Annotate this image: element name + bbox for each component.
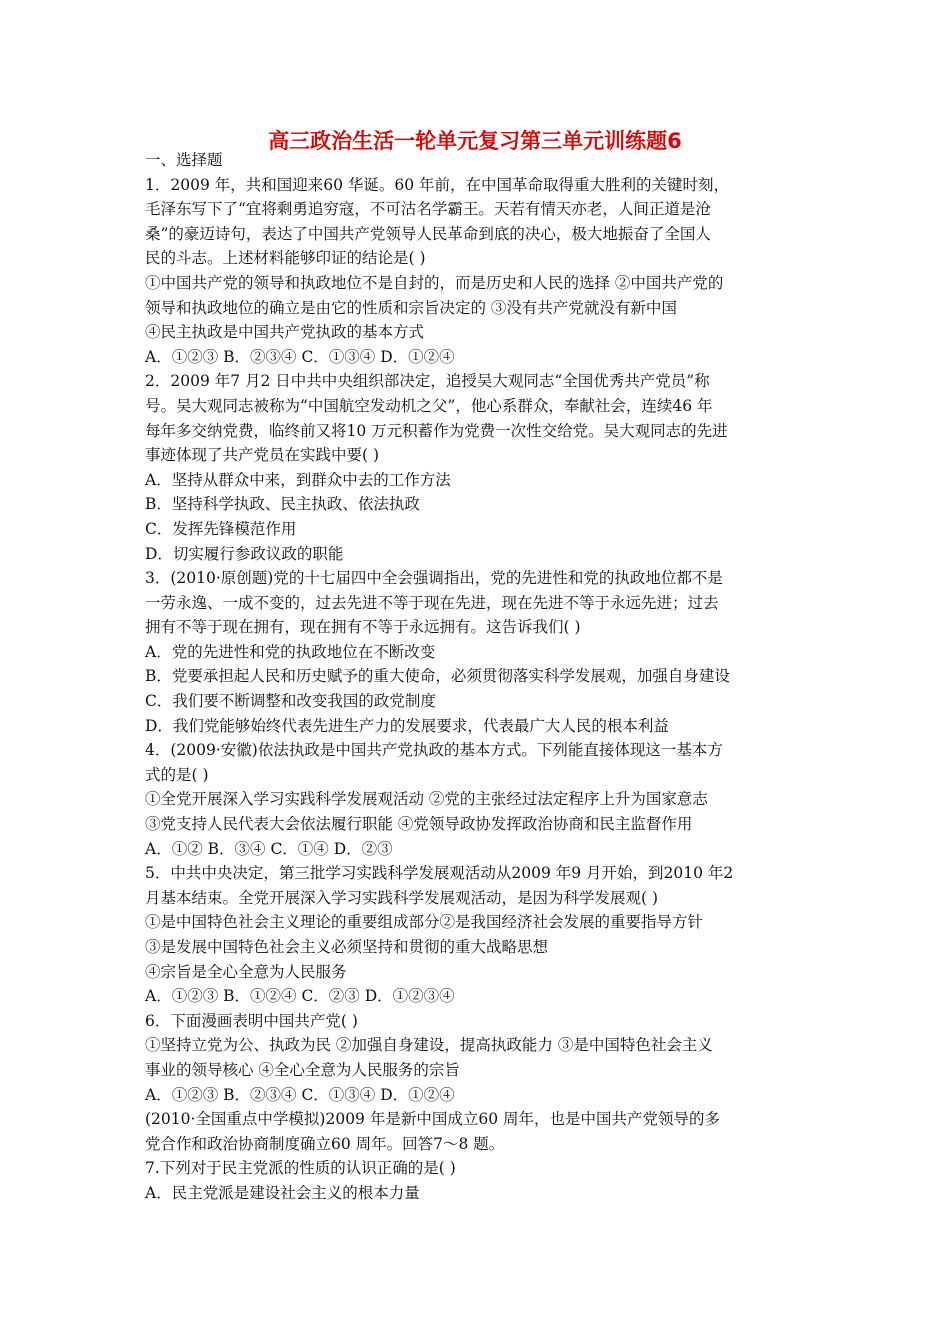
text-line: 毛泽东写下了“宜将剩勇追穷寇，不可沽名学霸王。天若有情天亦老，人间正道是沧 (145, 200, 711, 219)
document-body (145, 148, 815, 1206)
text-line: C．发挥先锋模范作用 (145, 519, 297, 538)
text-line: 7.下列对于民主党派的性质的认识正确的是( ) (145, 1159, 456, 1178)
text-line: 2．2009 年7 月2 日中共中央组织部决定，追授吴大观同志“全国优秀共产党员”称 (145, 372, 710, 391)
text-line: ①全党开展深入学习实践科学发展观活动 ②党的主张经过法定程序上升为国家意志 (145, 790, 708, 809)
text-line: 3．(2010·原创题)党的十七届四中全会强调指出，党的先进性和党的执政地位都不是 (145, 569, 723, 588)
text-line: C．我们要不断调整和改变我国的政党制度 (145, 692, 436, 711)
text-line: 民的斗志。上述材料能够印证的结论是( ) (145, 249, 426, 268)
text-line: ③是发展中国特色社会主义必须坚持和贯彻的重大战略思想 (145, 938, 549, 956)
text-line: 一劳永逸、一成不变的，过去先进不等于现在先进，现在先进不等于永远先进；过去 (145, 593, 719, 612)
text-line: 一、选择题 (145, 151, 223, 169)
text-line: A．①②③ B．①②④ C．②③ D．①②③④ (145, 987, 455, 1006)
text-line: 每年多交纳党费，临终前又将10 万元积蓄作为党费一次性交给党。吴大观同志的先进 (145, 421, 728, 440)
text-line: 式的是( ) (145, 765, 209, 784)
text-line: 党合作和政治协商制度确立60 周年。回答7～8 题。 (145, 1134, 505, 1153)
text-line: ①是中国特色社会主义理论的重要组成部分②是我国经济社会发展的重要指导方针 (145, 913, 704, 932)
text-line: ④民主执政是中国共产党执政的基本方式 (145, 323, 425, 342)
text-line: A．①②③ B．②③④ C．①③④ D．①②④ (145, 1085, 455, 1104)
text-line: B．坚持科学执政、民主执政、依法执政 (145, 495, 420, 514)
text-line: 拥有不等于现在拥有，现在拥有不等于永远拥有。这告诉我们( ) (145, 618, 581, 637)
text-line: 6．下面漫画表明中国共产党( ) (145, 1011, 358, 1030)
text-line: ④宗旨是全心全意为人民服务 (145, 962, 347, 981)
text-line: B．党要承担起人民和历史赋予的重大使命，必须贯彻落实科学发展观，加强自身建设 (145, 667, 730, 686)
text-line: 桑”的豪迈诗句，表达了中国共产党领导人民革命到底的决心，极大地振奋了全国人 (145, 224, 711, 243)
text-line: ①坚持立党为公、执政为民 ②加强自身建设，提高执政能力 ③是中国特色社会主义 (145, 1036, 713, 1055)
text-line: D．我们党能够始终代表先进生产力的发展要求，代表最广大人民的根本利益 (145, 716, 669, 735)
text-line: (2010·全国重点中学模拟)2009 年是新中国成立60 周年，也是中国共产党领导的多 (145, 1110, 720, 1129)
text-line: 领导和执政地位的确立是由它的性质和宗旨决定的 ③没有共产党就没有新中国 (145, 298, 677, 317)
text-line: ①中国共产党的领导和执政地位不是自封的，而是历史和人民的选择 ②中国共产党的 (145, 273, 724, 292)
document-title: 高三政治生活一轮单元复习第三单元训练题6 (268, 129, 682, 153)
text-line: 事迹体现了共产党员在实践中要( ) (145, 446, 380, 465)
text-line: 1．2009 年，共和国迎来60 华诞。60 年前，在中国革命取得重大胜利的关键时刻， (145, 175, 730, 194)
text-line: 号。吴大观同志被称为“中国航空发动机之父”，他心系群众，奉献社会，连续46 年 (145, 396, 713, 415)
text-line: 5．中共中央决定，第三批学习实践科学发展观活动从2009 年9 月开始，到2010 年2 (145, 864, 734, 883)
text-line: A．①②③ B．②③④ C．①③④ D．①②④ (145, 347, 455, 366)
text-line: 4．(2009·安徽)依法执政是中国共产党执政的基本方式。下列能直接体现这一基本方 (145, 741, 723, 760)
text-line: 事业的领导核心 ④全心全意为人民服务的宗旨 (145, 1060, 460, 1079)
text-line: 月基本结束。全党开展深入学习实践科学发展观活动，是因为科学发展观( ) (145, 888, 659, 907)
text-line: A．党的先进性和党的执政地位在不断改变 (145, 642, 436, 661)
text-line: D．切实履行参政议政的职能 (145, 544, 344, 563)
text-line: A．坚持从群众中来，到群众中去的工作方法 (145, 470, 451, 489)
text-line: ③党支持人民代表大会依法履行职能 ④党领导政协发挥政治协商和民主监督作用 (145, 815, 693, 834)
text-line: A．①② B．③④ C．①④ D．②③ (145, 839, 393, 858)
text-line: A．民主党派是建设社会主义的根本力量 (145, 1183, 420, 1202)
